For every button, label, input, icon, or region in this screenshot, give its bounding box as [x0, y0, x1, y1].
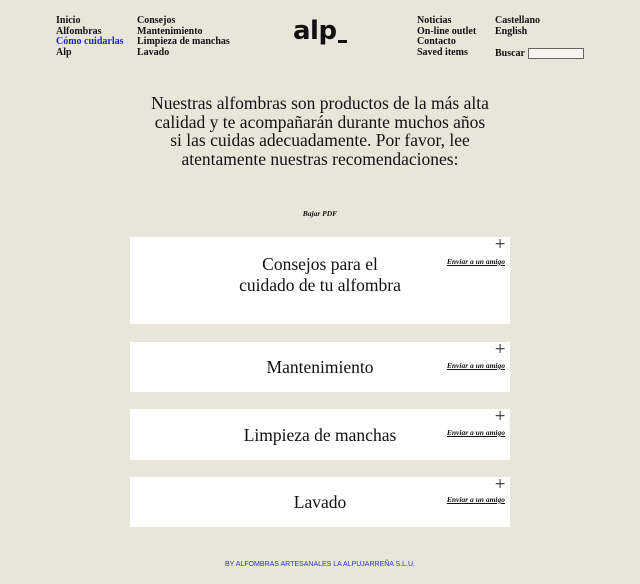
expand-plus-icon[interactable]: +	[494, 408, 506, 424]
logo-underscore-mark	[338, 40, 347, 43]
search-box	[495, 48, 525, 59]
search-input[interactable]	[528, 48, 584, 59]
nav-column-care	[137, 16, 230, 58]
section-card-limpieza[interactable]	[130, 409, 510, 460]
expand-plus-icon[interactable]: +	[494, 476, 506, 492]
nav-link-online-outlet[interactable]: On-line outlet	[417, 25, 477, 37]
nav-link-consejos[interactable]: Consejos	[137, 15, 176, 26]
nav-link-como-cuidarlas[interactable]: Cómo cuidarlas	[56, 36, 124, 47]
nav-link-limpieza-de-manchas[interactable]: Limpieza de manchas	[137, 36, 230, 47]
share-with-friend-link[interactable]: Enviar a un amigo	[446, 361, 505, 370]
language-switcher	[495, 16, 540, 37]
search-label: Buscar	[495, 48, 525, 59]
section-card-mantenimiento[interactable]	[130, 342, 510, 392]
share-with-friend-link[interactable]: Enviar a un amigo	[446, 428, 505, 437]
nav-link-inicio[interactable]: Inicio	[56, 15, 81, 26]
download-pdf-link[interactable]: Bajar PDF	[302, 209, 338, 218]
section-card-lavado[interactable]	[130, 477, 510, 527]
nav-column-main	[56, 16, 124, 58]
logo-text: alp	[293, 16, 337, 46]
nav-column-info	[417, 16, 476, 58]
nav-link-mantenimiento[interactable]: Mantenimiento	[137, 25, 203, 37]
alp-logo[interactable]	[293, 18, 347, 44]
section-title: Limpieza de manchas	[243, 425, 397, 445]
language-english[interactable]: English	[495, 25, 528, 37]
footer-company-link[interactable]: BY ALFOMBRAS ARTESANALES LA ALPUJARREÑA S.L.U.	[225, 561, 415, 568]
expand-plus-icon[interactable]: +	[494, 341, 506, 357]
section-title: Consejos para el cuidado de tu alfombra	[239, 254, 401, 295]
nav-link-alp[interactable]: Alp	[56, 46, 72, 58]
language-castellano[interactable]: Castellano	[495, 15, 540, 26]
nav-link-contacto[interactable]: Contacto	[417, 36, 456, 47]
share-with-friend-link[interactable]: Enviar a un amigo	[446, 495, 505, 504]
intro-text: Nuestras alfombras son productos de la más alta calidad y te acompañarán durante muchos años si las cuidas adecuadamente. Por favor, lee atentamente nuestras recomendaciones:	[151, 93, 489, 169]
expand-plus-icon[interactable]: +	[494, 236, 506, 252]
nav-link-lavado[interactable]: Lavado	[137, 46, 170, 58]
nav-link-noticias[interactable]: Noticias	[417, 15, 452, 26]
section-title: Lavado	[293, 492, 347, 512]
share-with-friend-link[interactable]: Enviar a un amigo	[446, 257, 505, 266]
nav-link-saved-items[interactable]: Saved items	[417, 46, 468, 58]
section-card-consejos[interactable]	[130, 237, 510, 324]
section-title: Mantenimiento	[266, 357, 374, 377]
nav-link-alfombras[interactable]: Alfombras	[56, 25, 102, 37]
